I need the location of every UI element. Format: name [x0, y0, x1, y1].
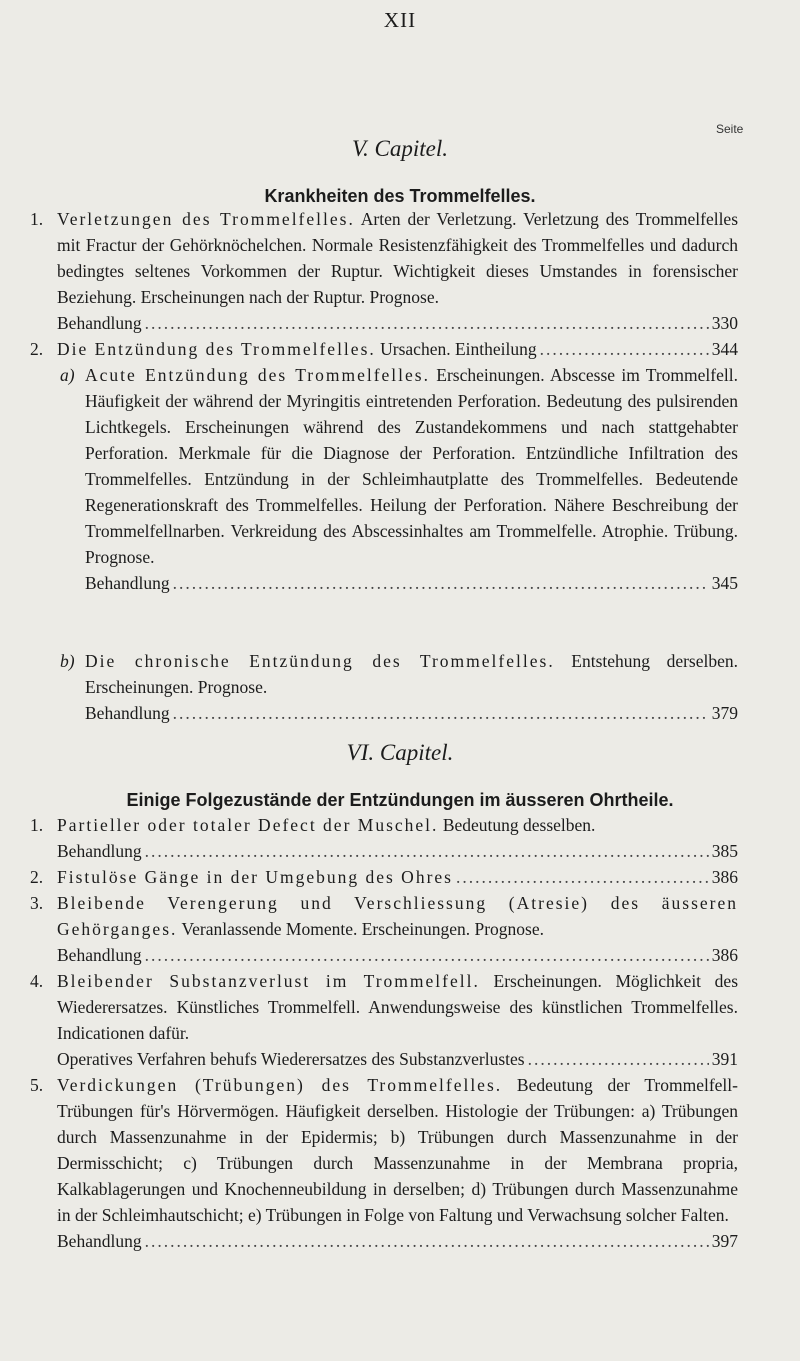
entry-title: Die chronische Entzündung des Trommelfelles.	[85, 651, 555, 671]
entry-text: Erscheinungen. Möglichkeit des Wiederersatzes. Künstliches Trommelfell. Anwendungsweise des künstlichen Trommelfelles. Indicationen dafür.	[57, 971, 739, 1043]
leader-dots	[145, 838, 709, 864]
page-ref: 330	[711, 313, 738, 333]
entry-last-line: Behandlung	[85, 703, 170, 723]
entry-number: 2.	[30, 339, 44, 359]
toc-entry	[30, 336, 738, 362]
entry-title: Verdickungen (Trübungen) des Trommelfelles.	[57, 1075, 503, 1095]
page-ref: 386	[711, 945, 738, 965]
entry-title: Partieller oder totaler Defect der Muschel.	[57, 815, 439, 835]
entry-last-line: Ursachen. Eintheilung	[380, 339, 537, 359]
leader-dots	[173, 570, 709, 596]
entry-number: 2.	[30, 867, 44, 887]
chapter-title: VI. Capitel.	[346, 740, 454, 765]
chapter-heading: Krankheiten des Trommelfelles.	[264, 186, 536, 206]
entry-number: 1.	[30, 815, 44, 835]
entry-title: Die Entzündung des Trommelfelles.	[57, 339, 376, 359]
page-ref: 379	[711, 703, 738, 723]
toc-entry	[30, 864, 738, 890]
page-ref: 386	[711, 867, 738, 887]
toc-entry	[30, 206, 738, 336]
entry-title: Verletzungen des Trommelfelles.	[57, 209, 355, 229]
entry-number: b)	[60, 651, 75, 671]
toc-subentry	[60, 648, 738, 726]
page-ref: 344	[711, 339, 738, 359]
page-ref: 397	[711, 1231, 738, 1251]
leader-dots	[145, 310, 709, 336]
entry-text: Veranlassende Momente. Erscheinungen. Prognose.	[181, 919, 544, 939]
entry-number: 1.	[30, 209, 44, 229]
entry-text: Erscheinungen. Abscesse im Trommelfell. Häufigkeit der während der Myringitis eintretenden Perforation. Bedeutung des pulsirenden Lichtkegels. Erscheinungen während des Zustandekommens und nach stattgehabter Perforation. Merkmale für die Diagnose der Perforation. Entzündliche Infiltration des Trommelfelles. Entzündung in der Schleimhautplatte des Trommelfelles. Bedeutende Regenerationskraft des Trommelfelles. Heilung der Perforation. Nähere Beschreibung der Trommelfellnarben. Verkreidung des Abscessinhaltes am Trommelfelle. Atrophie. Trübung. Prognose.	[85, 365, 738, 567]
chapter-title: V. Capitel.	[351, 136, 449, 161]
toc-entry	[30, 812, 738, 864]
entry-last-line: Operatives Verfahren behufs Wiederersatzes des Substanzverlustes	[57, 1049, 525, 1069]
leader-dots	[528, 1046, 709, 1072]
entry-title: Bleibender Substanzverlust im Trommelfell.	[57, 971, 480, 991]
leader-dots	[145, 942, 709, 968]
entry-last-line: Behandlung	[57, 841, 142, 861]
entry-number: 4.	[30, 971, 44, 991]
entry-title: Bleibende Verengerung und Verschliessung (Atresie) des äusseren Gehörganges.	[57, 893, 738, 939]
entry-last-line: Behandlung	[85, 573, 170, 593]
leader-dots	[173, 700, 709, 726]
toc-entry	[30, 1072, 738, 1254]
entry-text: Bedeutung der Trommelfell-Trübungen für's Hörvermögen. Häufigkeit derselben. Histologie der Trübungen: a) Trübungen durch Massenzunahme in der Epidermis; b) Trübungen durch Massenzunahme in der Dermisschicht; c) Trübungen durch Massenzunahme in der Membrana propria, Kalkablagerungen und Knochenneubildung in derselben; d) Trübungen durch Massenzunahme in der Schleimhautschicht; e) Trübungen in Folge von Faltung und Verwachsung solcher Falten.	[57, 1075, 738, 1225]
entry-text: Arten der Verletzung. Verletzung des Trommelfelles mit Fractur der Gehörknöchelchen. Normale Resistenzfähigkeit des Trommelfelles und dadurch bedingtes seltenes Vorkommen der Ruptur. Wichtigkeit dieses Umstandes in forensischer Beziehung. Erscheinungen nach der Ruptur. Prognose.	[57, 209, 739, 307]
entry-number: 5.	[30, 1075, 44, 1095]
entry-text: Bedeutung desselben.	[442, 815, 596, 835]
seite-label: Seite	[716, 122, 744, 136]
entry-number: 3.	[30, 893, 44, 913]
page-ref: 345	[711, 573, 738, 593]
entry-last-line: Behandlung	[57, 1231, 142, 1251]
leader-dots	[456, 864, 709, 890]
toc-subentry	[60, 362, 738, 596]
leader-dots	[540, 336, 709, 362]
leader-dots	[145, 1228, 709, 1254]
entry-last-line: Behandlung	[57, 313, 142, 333]
entry-title: Acute Entzündung des Trommelfelles.	[85, 365, 430, 385]
chapter-heading: Einige Folgezustände der Entzündungen im äusseren Ohrtheile.	[126, 790, 674, 810]
entry-title: Fistulöse Gänge in der Umgebung des Ohres	[57, 867, 453, 887]
entry-number: a)	[60, 365, 75, 385]
entry-text: Entstehung derselben. Erscheinungen. Prognose.	[85, 651, 739, 697]
toc-entry	[30, 968, 738, 1072]
page-ref: 391	[711, 1049, 738, 1069]
entry-last-line: Behandlung	[57, 945, 142, 965]
page-number: XII	[383, 8, 417, 32]
page-ref: 385	[711, 841, 738, 861]
toc-entry	[30, 890, 738, 968]
